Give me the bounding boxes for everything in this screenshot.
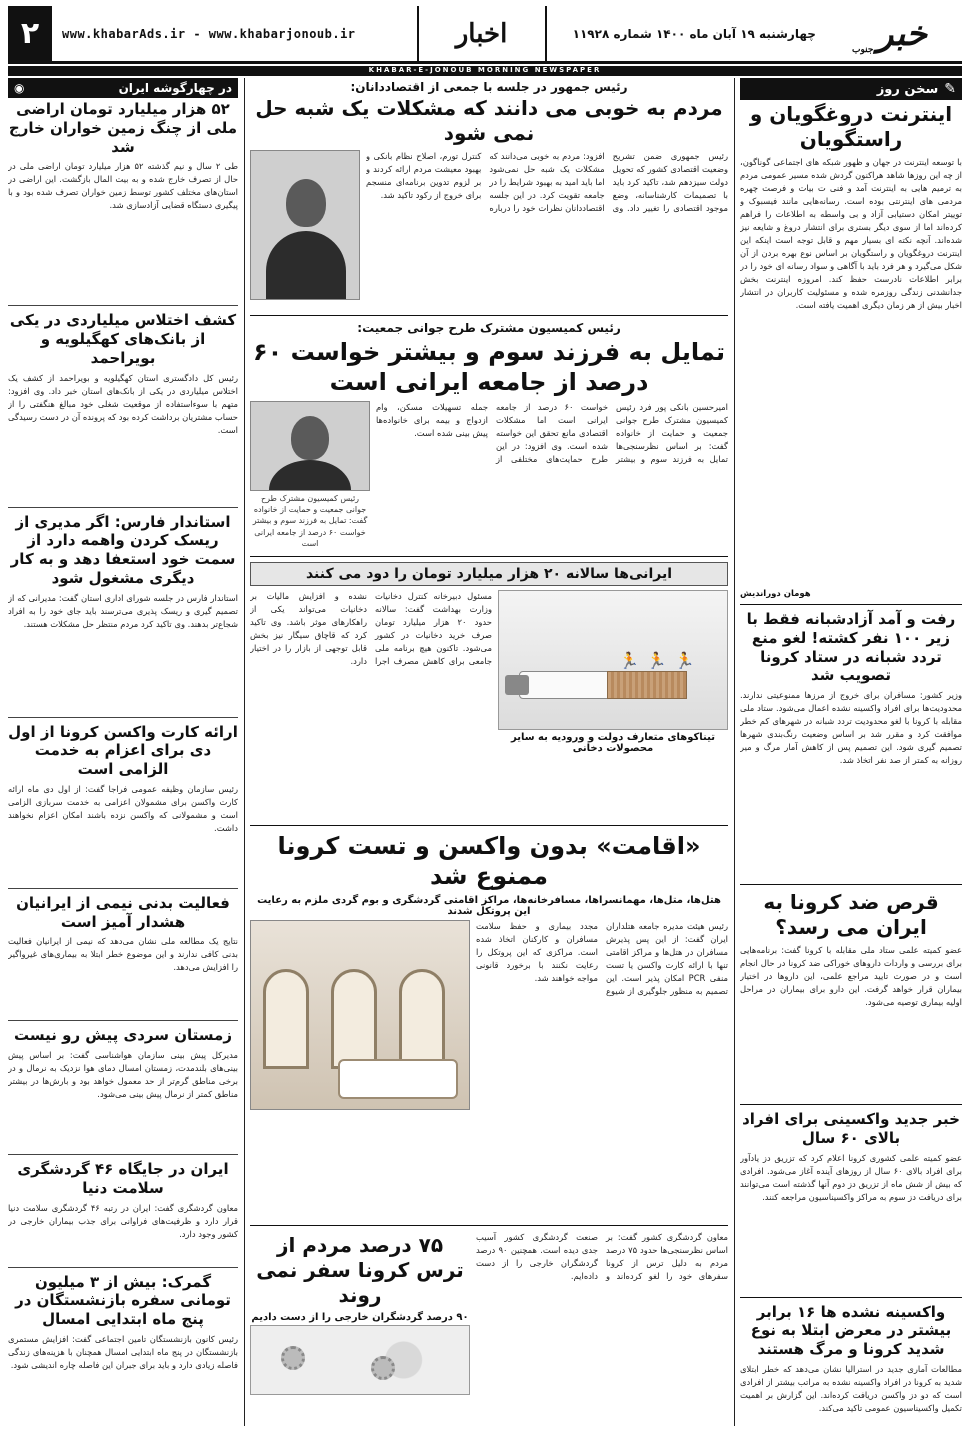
english-bar: KHABAR-E-JONOUB MORNING NEWSPAPER — [8, 66, 962, 76]
story3-title: ایرانی‌ها سالانه ۲۰ هزار میلیارد تومان را دود می کنند — [250, 562, 728, 586]
story4-body: رئیس هیئت مدیره جامعه هتلداران ایران گفت: از این پس پذیرش مسافران در هتل‌ها و مراکز اقامتی تنها با ارائه کارت واکسن یا تست منفی PCR امکان پذیر است. این تصمیم به منظور جلوگیری از شیوع مجدد بیماری و حفظ سلامت مسافران و کارکنان اتخاذ شده است. مراکزی که این پروتکل را رعایت نکنند با برخورد قانونی مواجه خواهند شد. — [476, 921, 728, 997]
editorial-title: اینترنت دروغگویان و راستگویان — [749, 102, 953, 151]
story5-sub: ۹۰ درصد گردشگران خارجی را از دست دادیم — [251, 1312, 469, 1323]
left-story8-body: رئیس کانون بازنشستگان تامین اجتماعی گفت: افزایش مستمری بازنشستگان در پنج ماه ابتدایی امسال همچنان با هزینه‌های زندگی فاصله زیادی دارد و باید برای جبران این فاصله چاره اندیشی شود. — [8, 1333, 238, 1370]
logo-sub: جنوب — [852, 45, 874, 55]
left-column — [8, 78, 238, 1426]
left-story3-body: استاندار فارس در جلسه شورای اداری استان گفت: مدیرانی که از تصمیم گیری و ریسک پذیری می‌ترسند باید جای خود را به افراد شجاع‌تر بدهند. وی تاکید کرد مردم منتظر حل مشکلات هستند. — [8, 592, 238, 629]
left-story7-title: ایران در جایگاه ۴۶ گردشگری سلامت دنیا — [17, 1160, 229, 1197]
left-story6-title: زمستان سردی پیش رو نیست — [14, 1026, 232, 1045]
page-number: ۲ — [8, 6, 52, 61]
story2-body: امیرحسین بانکی پور فرد رئیس کمیسیون مشترک طرح جوانی جمعیت و حمایت از خانواده گفت: بر اساس نظرسنجی‌ها تمایل به فرزند سوم و بیشتر خواست ۶۰ درصد از جامعه ایرانی است اما مشکلات اقتصادی مانع تحقق این خواسته شده است. وی افزود: در این طرح حمایت‌های مختلفی از جمله تسهیلات مسکن، وام ازدواج و بیمه برای خانواده‌ها پیش بینی شده است. — [376, 402, 728, 465]
story5-title: ۷۵ درصد مردم از ترس کرونا سفر نمی روند — [256, 1233, 464, 1307]
left-story4-body: رئیس سازمان وظیفه عمومی فراجا گفت: از اول دی ماه ارائه کارت واکسن برای مشمولان اعزامی به خدمت سربازی الزامی است و مشمولانی که واکسن نزده باشند امکان اعزام نخواهند داشت. — [8, 783, 238, 833]
story3-sub: تیناکوهای متعارف دولت و ورودیه به سایر محصولات دخانی — [511, 732, 715, 754]
website-urls: www.khabarAds.ir - www.khabarjonoub.ir — [62, 26, 356, 41]
official-photo — [250, 401, 370, 491]
story4-title: «اقامت» بدون واکسن و تست کرونا ممنوع شد — [277, 832, 701, 890]
left-story8-title: گمرک: بیش از ۳ میلیون تومانی سفره بازنشستگان در پنج ماه ابتدایی امسال — [15, 1272, 231, 1328]
editorial-author: هومان دورانديش — [740, 589, 811, 599]
news3-body: عضو کمیته علمی کشوری کرونا اعلام کرد که تزریق دز یادآور برای افراد بالای ۶۰ سال از روزهای آینده آغاز می‌شود. افرادی که بیش از شش ماه از تزریق دز دوم آنها گذشته است می‌توانند برای دریافت دز سوم به مراکز واکسیناسیون مراجعه کنند. — [740, 1152, 962, 1202]
news4-body: مطالعات آماری جدید در استرالیا نشان می‌دهد که خطر ابتلای شدید به کرونا در افراد واکسینه نشده به مراتب بیشتر از افرادی است که دو دز واکسن دریافت کرده‌اند. این گزارش بر اهمیت تکمیل واکسیناسیون عمومی تاکید می‌کند. — [740, 1363, 962, 1413]
news3-title: خبر جدید واکسینی برای افراد بالای ۶۰ سال — [742, 1110, 960, 1147]
section-title: اخبار — [417, 6, 547, 61]
news4-title: واکسینه نشده ها ۱۶ برابر بیشتر در معرض ابتلا به نوع شدید کرونا و مرگ هستند — [750, 1302, 952, 1358]
logo-text: خبر — [876, 13, 928, 54]
story1-body: رئیس جمهوری ضمن تشریح وضعیت اقتصادی کشور که تحویل دولت سیزدهم شد، تاکید کرد باید با تصمیمات کارشناسانه، وضع موجود اقتصادی را تغییر داد. وی افزود: مردم به خوبی می‌دانند که مشکلات یک شبه حل نمی‌شود اما باید امید به بهبود شرایط را در جامعه تقویت کرد. در این جلسه اقتصاددانان نظرات خود را درباره کنترل تورم، اصلاح نظام بانکی و بهبود معیشت مردم ارائه کردند و بر لزوم تدوین برنامه‌ای منسجم برای خروج از رکود تاکید شد. — [366, 151, 728, 214]
left-story6-body: مدیرکل پیش بینی سازمان هواشناسی گفت: بر اساس پیش بینی‌های بلندمدت، زمستان امسال دمای هوا نزدیک به نرمال و در برخی مناطق گرم‌تر از حد معمول خواهد بود و بارش‌ها در بیشتر مناطق کمتر از نرمال پیش بینی می‌شود. — [8, 1050, 238, 1100]
left-story4-title: ارائه کارت واکسن کرونا از اول دی برای اعزام به خدمت الزامی است — [8, 722, 238, 778]
news1-title: رفت و آمد آزادشبانه فقط با زیر ۱۰۰ نفر کشته! لغو منع تردد شبانه در ستاد کرونا تصویب شد — [746, 610, 956, 685]
hotel-illustration — [250, 920, 470, 1110]
main-column — [244, 78, 728, 1426]
left-story2-title: کشف اختلاس میلیاردی در یکی از بانک‌های کهگیلویه و بویراحمد — [9, 311, 237, 367]
left-story2-body: رئیس کل دادگستری استان کهگیلویه و بویراحمد از کشف یک اختلاس میلیاردی در یکی از بانک‌های استان خبر داد. وی افزود: متهم با سوءاستفاده از موقعیت شغلی خود مبالغ هنگفتی را از حساب مشتریان برداشت کرده بود که پرونده آن در دست رسیدگی است. — [8, 372, 238, 435]
news2-title: قرص ضد کرونا به ایران می رسد؟ — [763, 890, 939, 939]
left-story1-title: ۵۲ هزار میلیارد تومان اراضی ملی از چنگ زمین خواران خارج شد — [8, 100, 238, 156]
pen-icon: ✎ — [944, 81, 956, 97]
news1-body: وزیر کشور: مسافران برای خروج از مرزها ممنوعیتی ندارند. محدودیت‌ها برای افراد واکسینه نشده اعمال می‌شود. ستاد ملی مقابله با کرونا با لغو محدودیت تردد شبانه در شهرهای کم خطر موافقت کرد و مقرر شد بر اساس وضعیت رنگ‌بندی شهرها تصمیم گیری شود. این تصمیم پس از کاهش آمار مرگ و میر روزانه به کمتر از صد نفر اتخاذ شد. — [740, 690, 962, 766]
region-badge — [8, 78, 238, 98]
map-icon: ◉ — [14, 81, 25, 95]
president-photo — [250, 150, 360, 300]
column-label: سخن روز — [876, 81, 939, 97]
story3-body: مسئول دبیرخانه کنترل دخانیات وزارت بهداشت گفت: سالانه حدود ۲۰ هزار میلیارد تومان صرف خرید دخانیات در کشور می‌شود. تاکنون هیچ برنامه ملی جامعی برای کاهش مصرف اجرا نشده و افزایش مالیات بر دخانیات می‌تواند یکی از راهکارهای موثر باشد. وی تاکید کرد که قاچاق سیگار نیز بخش قابل توجهی از بازار را در اختیار دارد. — [250, 591, 492, 667]
left-story5-body: نتایج یک مطالعه ملی نشان می‌دهد که نیمی از ایرانیان فعالیت بدنی کافی ندارند و این موضوع خطر ابتلا به بیماری‌های غیرواگیر را افزایش می‌دهد. — [8, 936, 238, 973]
cigarette-illustration: 🏃🏃🏃 — [498, 590, 728, 730]
column-badge — [740, 78, 962, 100]
story2-title: تمایل به فرزند سوم و بیشتر خواست ۶۰ درصد از جامعه ایرانی است — [253, 338, 725, 396]
story4-sub: هتل‌ها، متل‌ها، مهمانسراها، مسافرخانه‌ها، مراکز اقامتی گردشگری و بوم گردی ملزم به رعایت این پروتکل شدند — [257, 895, 721, 917]
issue-line: چهارشنبه ۱۹ آبان ماه ۱۴۰۰ شماره ۱۱۹۲۸ — [572, 26, 816, 41]
story1-title: مردم به خوبی می دانند که مشکلات یک شبه حل نمی شود — [255, 96, 723, 145]
news2-body: عضو کمیته علمی ستاد ملی مقابله با کرونا گفت: برنامه‌هایی برای بررسی و واردات داروهای خوراکی ضد کرونا در حال انجام است و در صورت تایید مراجع علمی، این داروها در اختیار بیماران قرار خواهد گرفت. این دارو برای بیماران در مراحل اولیه بیماری توصیه می‌شود. — [740, 945, 962, 1008]
left-story7-body: معاون گردشگری گفت: ایران در رتبه ۴۶ گردشگری سلامت دنیا قرار دارد و ظرفیت‌های فراوانی برای جذب بیماران خارجی در کشور وجود دارد. — [8, 1202, 238, 1239]
left-story5-title: فعالیت بدنی نیمی از ایرانیان هشدار آمیز است — [16, 893, 230, 931]
virus-illustration — [250, 1325, 470, 1395]
left-story1-body: طی ۲ سال و نیم گذشته ۵۲ هزار میلیارد تومان اراضی ملی در حال از تصرف خارج شده و به بیت المال بازگشت. این اراضی در استان‌های مختلف کشور توسط زمین خواران تصرف شده بود و با پیگیری دستگاه قضایی آزادسازی شد. — [8, 161, 238, 211]
newspaper-logo — [842, 6, 962, 61]
story2-kicker: رئیس کمیسیون مشترک طرح جوانی جمعیت: — [357, 321, 621, 335]
story5-body: معاون گردشگری کشور گفت: بر اساس نظرسنجی‌ها حدود ۷۵ درصد مردم به دلیل ترس از کرونا سفرهای خود را لغو کرده‌اند و صنعت گردشگری کشور آسیب جدی دیده است. همچنین ۹۰ درصد گردشگران خارجی را از دست داده‌ایم. — [476, 1232, 728, 1282]
editorial-body: با توسعه اینترنت در جهان و ظهور شبکه های اجتماعی گوناگون، از چه این روزها شاهد هراکنون گردش شده مسیر عمومی مردم به ترمیم هایی به اینترنت آمد و فنی ت بیات و فرصت چهره مردمی های اینترنتی بوده است. رسانه‌هایی مانند فیسبوک و توییتر امکان دستیابی آزاد و بی واسطه به اطلاعات را فراهم کرده‌اند اما از سوی دیگر بستری برای انتشار دروغ و شایعه نیز شده‌اند. آنچه نکته ای بسیار مهم و قابل توجه است اینکه این اینترنت دروغگویان و راستگویان بر اساس نوع بهره بردن از آن شکل می‌گیرد و هر فرد باید با آگاهی و سواد رسانه ای خود را در برابر اطلاعات نادرست حفظ کند. امروزه اینترنت بخش جدانشدنی زندگی روزمره شده و مسئولیت کاربران در انتشار اخبار بیش از هر زمان دیگری اهمیت یافته است. — [740, 157, 962, 311]
right-column — [734, 78, 962, 1426]
region-label: در چهارگوشه ایران — [118, 81, 232, 95]
masthead — [8, 6, 962, 64]
left-story3-title: استاندار فارس: اگر مدیری از ریسک کردن واهمه دارد از سمت خود استعفا دهد و به کار دیگری مشغول شود — [10, 512, 236, 587]
story2-caption: رئیس کمیسیون مشترک طرح جوانی جمعیت و حمایت از خانواده گفت: تمایل به فرزند سوم و بیشتر خواست ۶۰ درصد از جامعه ایرانی است — [252, 494, 368, 548]
story1-kicker: رئیس جمهور در جلسه با جمعی از اقتصاددانان: — [350, 80, 628, 94]
